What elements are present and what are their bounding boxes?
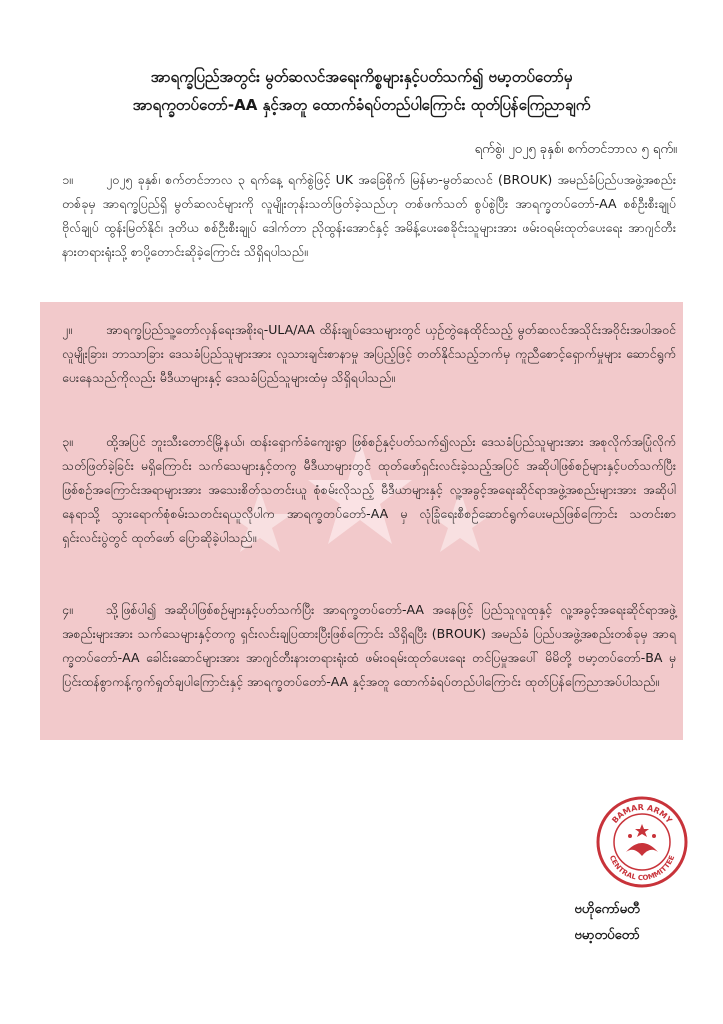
bamar-army-seal-icon [596,796,688,888]
signature-army: ဗမာ့တပ်တော် [574,928,640,943]
paragraph-number: ၃။ [62,434,73,449]
paragraph-1 [62,168,676,264]
paragraph-text: ထို့အပြင် ဘူးသီးတောင်မြို့နယ်၊ ထန်းရှောက်ခံကျေးရွာ ဖြစ်စဉ်နှင့်ပတ်သက်၍လည်း ဒေသခံပြည်သူများအား အစုလိုက်အပြုံလိုက် သတ်ဖြတ်ခဲ့ခြင်း မရှိကြောင်း သက်သေများနှင့်တကွ မီဒီယာများတွင် ထုတ်ဖော်ရှင်းလင်းခဲ့သည့်အပြင် အဆိုပါဖြစ်စဉ်များနှင့်ပတ်သက်ပြီး ဖြစ်စဉ်အကြောင်းအရာများအား အသေးစိတ်သတင်းယူ စုံစမ်းလိုသည့် မီဒီယာများနှင့် လူ့အခွင့်အရေးဆိုင်ရာအဖွဲ့အစည်းများအား အဆိုပါနေရာသို့ သွားရောက်စုံစမ်းသတင်းရယူလိုပါက အာရက္ခတပ်တော်-AA မှ လုံခြုံရေးစီစဉ်ဆောင်ရွက်ပေးမည်ဖြစ်ကြောင်း သတင်းစာရှင်းလင်းပွဲတွင် ထုတ်ဖော် ပြောဆိုခဲ့ပါသည်။ [62,434,676,545]
paragraph-2 [62,318,676,390]
statement-title-line1: အာရက္ခပြည်အတွင်း မွတ်ဆလင်အရေးကိစ္စများနှင့်ပတ်သက်၍ ဗမာ့တပ်တော်မှ [150,68,573,86]
paragraph-number: ၂။ [62,322,72,337]
svg-text:BAMAR ARMY: BAMAR ARMY [610,802,674,825]
paragraph-number: ၁။ [62,172,73,187]
paragraph-number: ၄။ [62,602,73,617]
statement-date: ရက်စွဲ၊ ၂၀၂၅ ခုနှစ်၊ စက်တင်ဘာလ ၅ ရက်။ [474,142,677,157]
signature-committee: ဗဟိုကော်မတီ [574,902,640,917]
statement-title-line2: အာရက္ခတပ်တော်-AA နှင့်အတူ ထောက်ခံရပ်တည်ပါကြောင်း ထုတ်ပြန်ကြေညာချက် [132,96,591,114]
paragraph-3 [62,430,676,550]
paragraph-text: သို့ဖြစ်ပါ၍ အဆိုပါဖြစ်စဉ်များနှင့်ပတ်သက်ပြီး အာရက္ခတပ်တော်-AA အနေဖြင့် ပြည်သူလူထုနှင့် လူ့အခွင့်အရေးဆိုင်ရာအဖွဲ့အစည်းများအား သက်သေများနှင့်တကွ ရှင်းလင်းချပြထားပြီးဖြစ်ကြောင်း သိရှိရပြီး (BROUK) အမည်ခံ ပြည်ပအဖွဲ့အစည်းတစ်ခုမှ အာရက္ခတပ်တော်-AA ခေါင်းဆောင်များအား အာဂျင်တီးနားတရားရုံးထံ ဖမ်းဝရမ်းထုတ်ပေးရေး တင်ပြမှုအပေါ် မိမိတို့ ဗမာ့တပ်တော်-BA မှ ပြင်းထန်စွာကန့်ကွက်ရှုတ်ချပါကြောင်းနှင့် အာရက္ခတပ်တော်-AA နှင့်အတူ ထောက်ခံရပ်တည်ပါကြောင်း ထုတ်ပြန်ကြေညာအပ်ပါသည်။ [62,602,676,689]
paragraph-text: ၂၀၂၅ ခုနှစ်၊ စက်တင်ဘာလ ၃ ရက်နေ့ ရက်စွဲဖြင့် UK အခြေစိုက် မြန်မာ-မွတ်ဆလင် (BROUK) အမည်ခံပြည်ပအဖွဲ့အစည်းတစ်ခုမှ အာရက္ခပြည်ရှိ မွတ်ဆလင်များကို လူမျိုးတုန်းသတ်ဖြတ်ခဲ့သည်ဟု တစ်ဖက်သတ် စွပ်စွဲပြီး အာရက္ခတပ်တော်-AA စစ်ဦးစီးချုပ် ဗိုလ်ချုပ် ထွန်းမြတ်နိုင်၊ ဒုတိယ စစ်ဦးစီးချုပ် ဒေါက်တာ ညိုထွန်းအောင်နှင့် အမိန့်ပေးစေခိုင်းသူများအား ဖမ်းဝရမ်းထုတ်ပေးရေး အာဂျင်တီးနားတရားရုံးသို့ စာပို့တောင်းဆိုခဲ့ကြောင်း သိရှိရပါသည်။ [62,172,676,259]
paragraph-text: အာရက္ခပြည်သူ့တော်လှန်ရေးအစိုးရ-ULA/AA ထိန်းချုပ်ဒေသများတွင် ယှဉ်တွဲနေထိုင်သည့် မွတ်ဆလင်အသိုင်းအဝိုင်းအပါအဝင် လူမျိုးခြား၊ ဘာသာခြား ဒေသခံပြည်သူများအား လူသားချင်းစာနာမှု အပြည့်ဖြင့် တတ်နိုင်သည့်ဘက်မှ ကူညီစောင့်ရှောက်မှုများ ဆောင်ရွက်ပေးနေသည်ကိုလည်း မီဒီယာများနှင့် ဒေသခံပြည်သူများထံမှ သိရှိရပါသည်။ [62,322,676,385]
svg-text:CENTRAL COMMITTEE: CENTRAL COMMITTEE [607,854,677,883]
paragraph-4 [62,598,676,694]
